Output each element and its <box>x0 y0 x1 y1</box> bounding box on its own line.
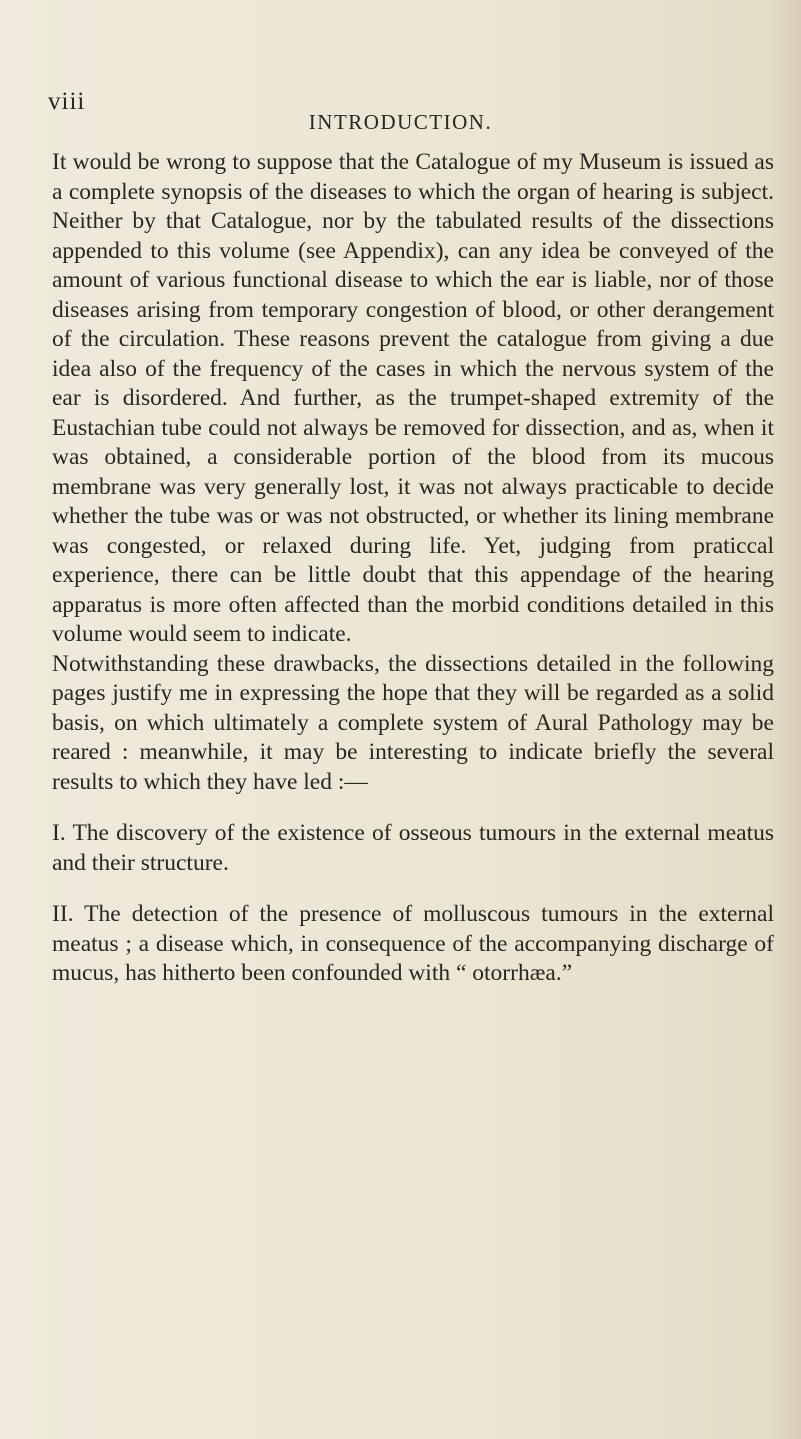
paragraph-2: Notwithstanding these drawbacks, the dissections detailed in the following pages justify me in expressing the hope that they will be regarded as a solid basis, on which ultimately a complete system of Aural Pathology may be reared : meanwhile, it may be interesting to indicate briefly the several results to which they have led :— <box>52 650 774 795</box>
paragraph-1: It would be wrong to suppose that the Catalogue of my Museum is issued as a complete synopsis of the diseases to which the organ of hearing is subject. Neither by that Catalogue, nor by the tabulated results of the dissections appended to this volume (see Appendix), can any idea be conveyed of the amount of various functional disease to which the ear is liable, nor of those diseases arising from temporary congestion of blood, or other derangement of the circulation. These reasons prevent the catalogue from giving a due idea also of the frequency of the cases in which the nervous system of the ear is disordered. And further, as the trumpet-shaped extremity of the Eustachian tube could not always be removed for dissection, and as, when it was obtained, a considerable portion of the blood from its mucous membrane was very generally lost, it was not always practicable to decide whether the tube was or was not obstructed, or whether its lining membrane was congested, or relaxed during life. Yet, judging from praticcal experience, there can be little doubt that this appendage of the hearing apparatus is more often affected than the morbid conditions detailed in this volume would seem to indicate. <box>52 149 774 647</box>
list-item-1: I. The discovery of the existence of osseous tumours in the external meatus and their structure. <box>52 820 774 876</box>
page-number: viii <box>48 88 86 115</box>
list-item-2: II. The detection of the presence of molluscous tumours in the external meatus ; a disease which, in consequence of the accompanying discharge of mucus, has hitherto been confounded with “ otorrhæa.” <box>52 901 774 986</box>
running-head: INTRODUCTION. <box>308 110 493 134</box>
body-text <box>52 148 774 989</box>
